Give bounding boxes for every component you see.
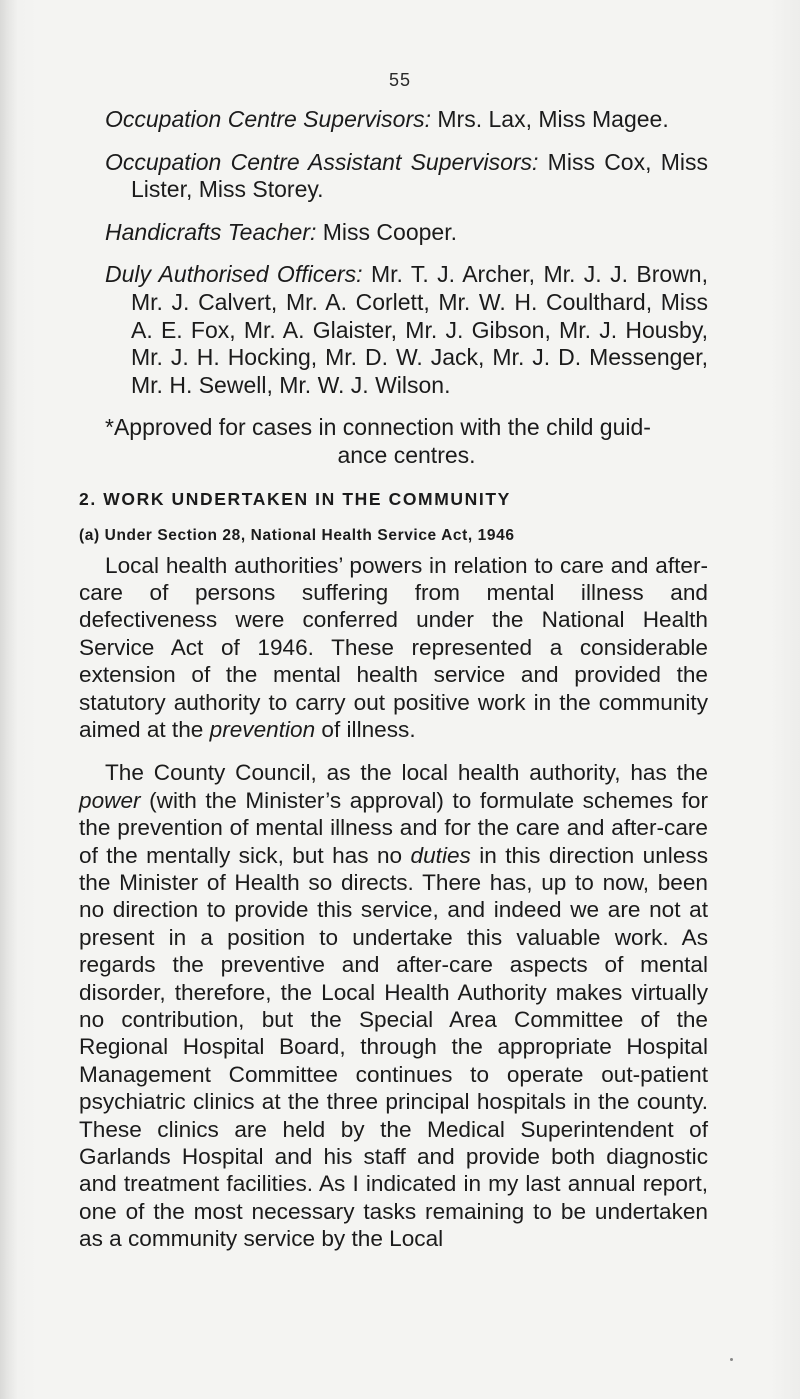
page-body [79, 106, 708, 1269]
paragraph-text: in this direction unless the Minister of Health so directs. There has, up to now, been no direction to provide this service, and indeed we are not at present in a position to undertake this valuable work. As regards the preventive and after-care aspects of mental disorder, therefore, the Local Health Authority makes virtually no contribution, but the Special Area Committee of the Regional Hospital Board, through the appropriate Hospital Management Committee continues to operate out-patient psychiatric clinics at the three principal hospitals in the county. These clinics are held by the Medical Superintendent of Garlands Hospital and his staff and provide both diagnostic and treatment facilities. As I indicated in my last annual report, one of the most necessary tasks remaining to be undertaken as a community service by the Local [79, 842, 708, 1252]
paragraph-text: The County Council, as the local health authority, has the [105, 760, 708, 786]
paragraph-text: (with the Minister’s approval) to formulate schemes for the prevention of mental illness and for the care and after-care of the mentally sick, but has no [79, 787, 708, 868]
staff-names: Miss Cox, Miss Lister, Miss Storey. [131, 148, 708, 203]
footnote-child-guidance [105, 414, 708, 469]
staff-names: Miss Cooper. [316, 218, 457, 245]
emphasis-power: power [79, 787, 141, 813]
emphasis-duties: duties [410, 842, 471, 868]
sub-heading: (a) Under Section 28, National Health Service Act, 1946 [79, 526, 515, 544]
paragraph-county-council [79, 759, 708, 1252]
emphasis-prevention: prevention [209, 716, 316, 742]
paragraph-text: Local health authorities’ powers in relation to care and after-care of persons suffering from mental illness and defectiveness were conferred under the National Health Service Act of 1946. These represented a considerable extension of the mental health service and provided the statutory authority to carry out positive work in the community aimed at the [79, 552, 708, 742]
staff-role: Handicrafts Teacher: [105, 218, 317, 245]
section-heading: 2. WORK UNDERTAKEN IN THE COMMUNITY [79, 488, 511, 509]
staff-entry-authorised-officers [105, 261, 708, 399]
staff-entry-handicrafts-teacher [105, 219, 708, 247]
page-number: 55 [388, 70, 412, 90]
footnote-line-2: ance centres. [337, 441, 476, 468]
footnote-line-1: *Approved for cases in connection with the child guid- [105, 414, 651, 441]
print-speck [730, 1358, 733, 1361]
staff-names: Mr. T. J. Archer, Mr. J. J. Brown, Mr. J. Calvert, Mr. A. Corlett, Mr. W. H. Coulthard, Miss A. E. Fox, Mr. A. Glaister, Mr. J. Gibson, Mr. J. Housby, Mr. J. H. Hocking, Mr. D. W. Jack, Mr. J. D. Messenger, Mr. H. Sewell, Mr. W. J. Wilson. [131, 261, 708, 398]
staff-role: Occupation Centre Assistant Supervisors: [105, 148, 539, 175]
staff-role: Occupation Centre Supervisors: [105, 106, 431, 132]
paragraph-powers [79, 552, 708, 744]
staff-entry-supervisors [105, 106, 708, 134]
staff-entry-assistant-supervisors [105, 149, 708, 204]
paragraph-text: of illness. [315, 716, 416, 742]
staff-names: Mrs. Lax, Miss Magee. [431, 106, 669, 132]
staff-role: Duly Authorised Officers: [105, 261, 363, 288]
